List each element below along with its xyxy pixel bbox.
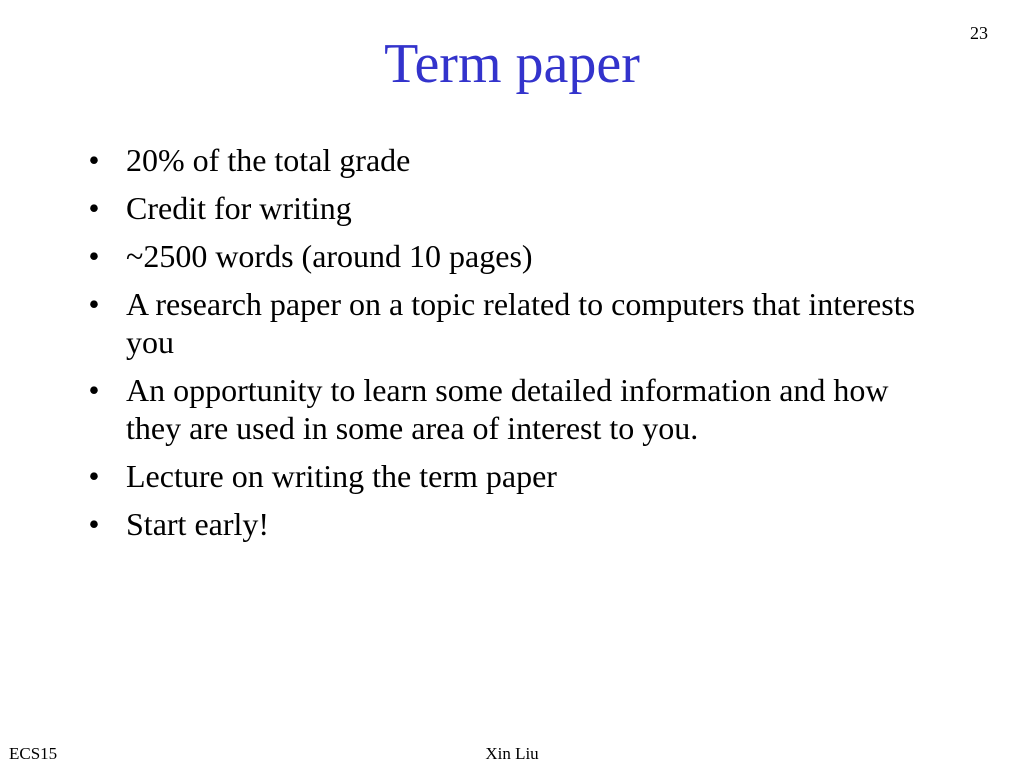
- bullet-text: Credit for writing: [126, 190, 352, 226]
- bullet-icon: •: [88, 506, 100, 542]
- bullet-icon: •: [88, 190, 100, 226]
- bullet-item: [84, 141, 944, 179]
- bullet-icon: •: [88, 372, 100, 408]
- bullet-text: 20% of the total grade: [126, 142, 411, 178]
- slide-number: 23: [970, 23, 988, 43]
- bullet-icon: •: [88, 458, 100, 494]
- bullet-item: [84, 237, 944, 275]
- bullet-item: [84, 285, 944, 361]
- bullet-list: [84, 141, 944, 553]
- slide-title: Term paper: [384, 33, 640, 95]
- bullet-icon: •: [88, 142, 100, 178]
- bullet-text: Lecture on writing the term paper: [126, 458, 557, 494]
- bullet-text: An opportunity to learn some detailed information and how they are used in some area of interest to you.: [126, 372, 889, 446]
- footer-course: ECS15: [9, 744, 58, 763]
- bullet-item: [84, 371, 944, 447]
- bullet-text: A research paper on a topic related to computers that interests you: [126, 286, 916, 360]
- bullet-text: ~2500 words (around 10 pages): [126, 238, 533, 274]
- bullet-icon: •: [88, 238, 100, 274]
- bullet-text: Start early!: [126, 506, 270, 542]
- bullet-item: [84, 189, 944, 227]
- footer-author: Xin Liu: [485, 744, 539, 763]
- bullet-icon: •: [88, 286, 100, 322]
- bullet-item: [84, 457, 944, 495]
- bullet-item: [84, 505, 944, 543]
